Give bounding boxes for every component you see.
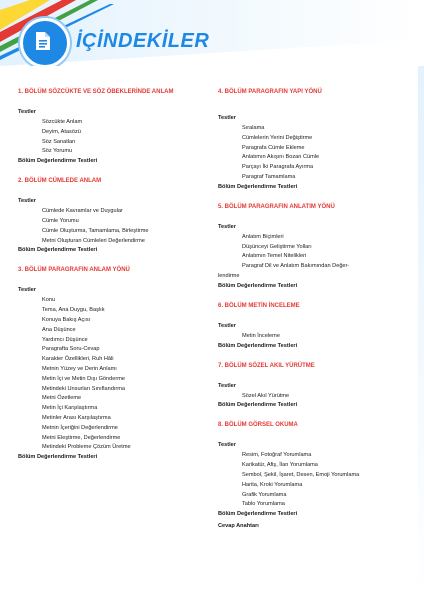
section-3-item: Konuya Bakış Açısı — [42, 316, 91, 323]
section-5-item: Anlatımın Temel Nitelikleri — [242, 253, 307, 260]
section-5-item: Anlatım Biçimleri — [242, 233, 284, 240]
section-3-item: Metni Özetleme — [42, 395, 82, 402]
section-6-tests-label: Testler — [218, 322, 236, 329]
section-2-tests-label: Testler — [18, 198, 36, 205]
section-3-item: Ana Düşünce — [42, 326, 76, 333]
section-1-item: Deyim, Atasözü — [42, 128, 81, 135]
section-3-item: Tema, Ana Duygu, Başlık — [42, 307, 105, 314]
section-8-eval: Bölüm Değerlendirme Testleri — [218, 511, 298, 518]
section-3-item: Karakter Özellikleri, Ruh Hâli — [42, 356, 114, 363]
section-4-item: Parçayı İki Paragrafa Ayırma — [242, 164, 314, 171]
section-3-eval: Bölüm Değerlendirme Testleri — [18, 454, 98, 461]
document-icon — [35, 31, 51, 51]
toc-left-column — [18, 88, 208, 462]
section-2-title: 2. BÖLÜM CÜMLEDE ANLAM — [18, 178, 102, 185]
section-3-item: Metindeki Probleme Çözüm Üretme — [42, 444, 131, 451]
page-title: İÇİNDEKİLER — [76, 30, 210, 52]
document-icon-badge — [20, 18, 70, 66]
section-3-item: Metnin Yüzey ve Derin Anlamı — [42, 365, 117, 372]
section-3-item: Konu — [42, 297, 56, 304]
section-5-item: lendirme — [218, 272, 240, 279]
section-4-eval: Bölüm Değerlendirme Testleri — [218, 183, 298, 190]
section-1-item: Söz Sanatları — [42, 138, 76, 145]
section-5-title: 5. BÖLÜM PARAGRAFIN ANLATIM YÖNÜ — [218, 203, 335, 210]
section-2-item: Metni Oluşturan Cümleleri Değerlendirme — [42, 237, 145, 244]
section-7-eval: Bölüm Değerlendirme Testleri — [218, 402, 298, 409]
section-6-title: 6. BÖLÜM METİN İNCELEME — [218, 302, 300, 309]
section-5-eval: Bölüm Değerlendirme Testleri — [218, 282, 298, 289]
section-7-tests-label: Testler — [218, 382, 236, 389]
section-8-item: Sembol, Şekil, İşaret, Desen, Emoji Yorumlama — [242, 471, 360, 478]
section-8-title: 8. BÖLÜM GÖRSEL OKUMA — [218, 422, 298, 429]
section-6-item: Metin İnceleme — [242, 332, 280, 339]
section-1-item: Sözcükte Anlam — [42, 119, 83, 125]
answer-key-label: Cevap Anahtarı — [218, 523, 259, 530]
section-1-title: 1. BÖLÜM SÖZCÜKTE VE SÖZ ÖBEKLERİNDE ANLAM — [18, 89, 174, 95]
section-3-item: Metin İçi ve Metin Dışı Gönderme — [42, 375, 126, 382]
section-4-title: 4. BÖLÜM PARAGRAFIN YAPI YÖNÜ — [218, 89, 322, 95]
section-2-item: Cümle Yorumu — [42, 217, 79, 224]
section-8-item: Karikatür, Afiş, İlan Yorumlama — [242, 462, 318, 469]
section-2-eval: Bölüm Değerlendirme Testleri — [18, 247, 98, 254]
section-1-eval: Bölüm Değerlendirme Testleri — [18, 158, 98, 165]
page-edge — [418, 66, 424, 600]
section-2-item: Cümlede Kavramlar ve Duygular — [42, 208, 123, 215]
section-4-item: Cümlelerin Yerini Değiştirme — [242, 134, 313, 141]
section-3-item: Paragrafta Soru-Cevap — [42, 346, 100, 353]
section-4-item: Anlatımın Akışını Bozan Cümle — [242, 154, 320, 161]
section-7-title: 7. BÖLÜM SÖZEL AKIL YÜRÜTME — [218, 362, 315, 369]
section-4-item: Sıralama — [242, 125, 265, 131]
toc-right-column — [218, 88, 408, 531]
section-6-eval: Bölüm Değerlendirme Testleri — [218, 342, 298, 349]
section-5-item: Paragraf Dil ve Anlatım Bakımından Değer- — [242, 263, 350, 270]
section-3-item: Metindeki Unsurları Sınıflandırma — [42, 385, 126, 392]
section-5-item: Düşünceyi Geliştirme Yolları — [242, 243, 312, 250]
section-3-item: Metni Eleştirme, Değerlendirme — [42, 434, 121, 441]
section-3-title: 3. BÖLÜM PARAGRAFIN ANLAM YÖNÜ — [18, 267, 130, 274]
section-4-item: Paragraf Tamamlama — [242, 173, 296, 180]
section-4-tests-label: Testler — [218, 115, 236, 121]
section-1-item: Söz Yorumu — [42, 148, 73, 155]
section-8-tests-label: Testler — [218, 442, 236, 449]
section-5-tests-label: Testler — [218, 223, 236, 230]
header-banner — [0, 0, 424, 66]
section-3-tests-label: Testler — [18, 287, 36, 294]
section-8-item: Grafik Yorumlama — [242, 491, 287, 498]
section-7-item: Sözel Akıl Yürütme — [242, 392, 290, 399]
section-3-item: Metin İçi Karşılaştırma — [42, 405, 98, 412]
section-3-item: Metnin İçeriğini Değerlendirme — [42, 424, 118, 431]
section-3-item: Metinler Arası Karşılaştırma — [42, 414, 111, 421]
section-8-item: Harita, Kroki Yorumlama — [242, 481, 303, 488]
section-1-tests-label: Testler — [18, 109, 36, 115]
section-4-item: Paragrafa Cümle Ekleme — [242, 144, 305, 151]
section-8-item: Resim, Fotoğraf Yorumlama — [242, 452, 312, 459]
section-3-item: Yardımcı Düşünce — [42, 336, 88, 343]
section-2-item: Cümle Oluşturma, Tamamlama, Birleştirme — [42, 227, 149, 234]
section-8-item: Tablo Yorumlama — [242, 501, 285, 508]
